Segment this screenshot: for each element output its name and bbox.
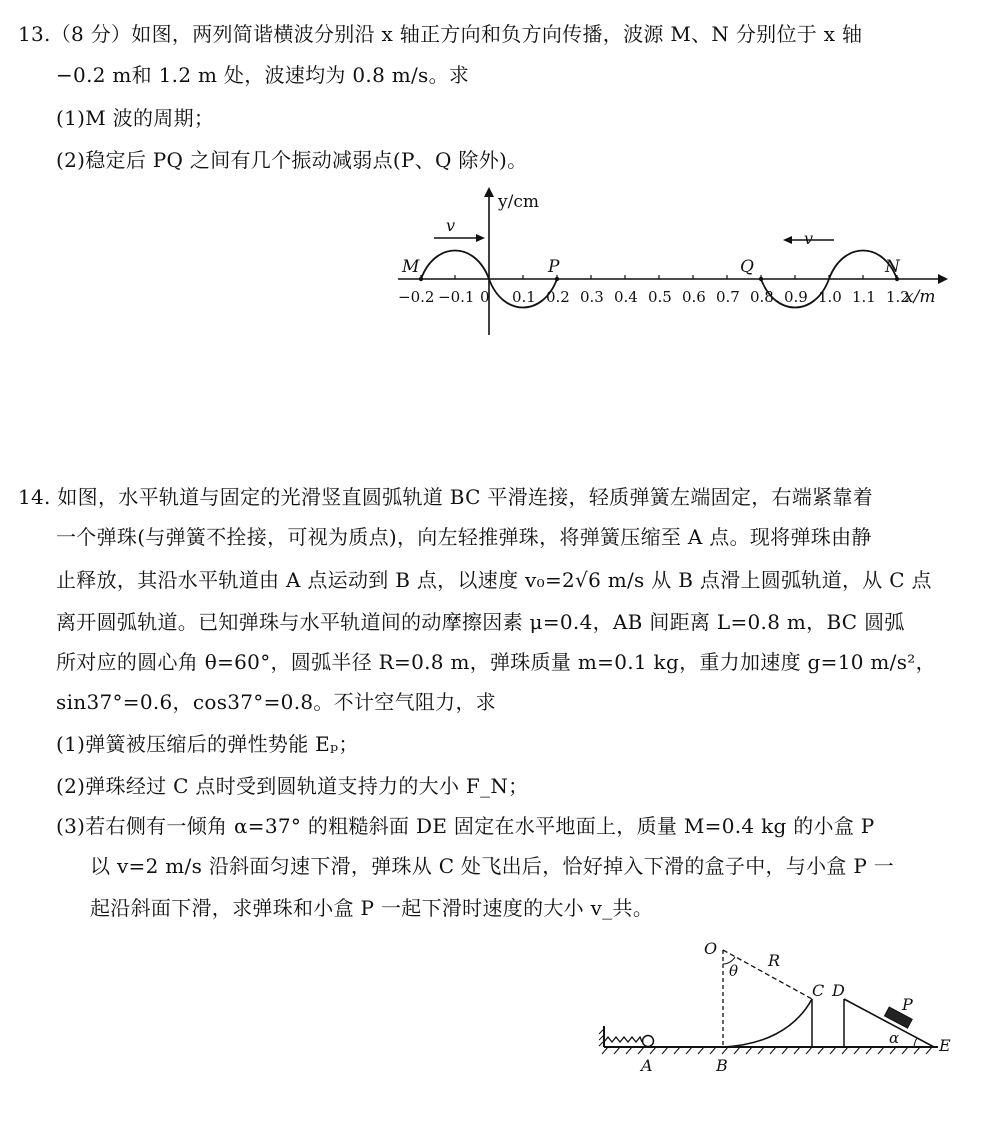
label-p: P (902, 995, 913, 1014)
velocity-left-label: v (446, 216, 456, 235)
tick-label: 1.2 (886, 288, 910, 306)
tick-label: 0.7 (716, 288, 740, 306)
point-q-dot (759, 277, 763, 281)
tick-label: 0.1 (512, 288, 536, 306)
arc-bc (723, 999, 812, 1047)
q13-line-2: −0.2 m和 1.2 m 处，波速均为 0.8 m/s。求 (56, 63, 470, 87)
tick-label: −0.2 (398, 288, 435, 306)
q14-line-2: 一个弹珠(与弹簧不拴接，可视为质点)，向左轻推弹珠，将弹簧压缩至 A 点。现将弹珠由静 (56, 525, 872, 549)
tick-label: 0.3 (580, 288, 604, 306)
label-d: D (832, 981, 845, 1000)
x-axis-arrow-icon (938, 274, 948, 284)
q13-sub-1: (1)M 波的周期； (56, 106, 215, 130)
q14-sub-3-line-2: 以 v=2 m/s 沿斜面匀速下滑，弹珠从 C 处飞出后，恰好掉入下滑的盒子中，与小盒 P 一 (90, 854, 895, 878)
q14-sub-3: (3)若右侧有一倾角 α=37° 的粗糙斜面 DE 固定在水平地面上，质量 M=0.4 kg 的小盒 P (56, 814, 875, 838)
velocity-right-label: v (804, 229, 814, 248)
q13-line-1: 13.（8 分）如图，两列简谐横波分别沿 x 轴正方向和负方向传播，波源 M、N 分别位于 x 轴 (18, 22, 863, 46)
q14-sub-3-line-3: 起沿斜面下滑，求弹珠和小盒 P 一起下滑时速度的大小 v_共。 (90, 896, 654, 920)
point-m-dot (419, 277, 423, 281)
q14-line-1: 14. 如图，水平轨道与固定的光滑竖直圆弧轨道 BC 平滑连接，轻质弹簧左端固定，右端紧靠着 (18, 485, 874, 509)
label-c: C (812, 981, 825, 1000)
y-axis-label: y/cm (498, 192, 539, 212)
arrow-right-icon (476, 234, 485, 242)
label-alpha: α (889, 1029, 900, 1047)
q14-sub-2: (2)弹珠经过 C 点时受到圆轨道支持力的大小 F_N； (56, 774, 529, 798)
label-r: R (768, 951, 781, 970)
tick-label: 0.2 (546, 288, 570, 306)
tick-label: −0.1 (438, 288, 475, 306)
q13-sub-2: (2)稳定后 PQ 之间有几个振动减弱点(P、Q 除外)。 (56, 148, 528, 172)
tick-label: 0.8 (750, 288, 774, 306)
point-p-dot (555, 277, 559, 281)
point-n-dot (895, 277, 899, 281)
point-n-label: N (885, 257, 900, 277)
point-p-label: P (548, 257, 560, 277)
ball (643, 1036, 654, 1047)
label-a: A (641, 1056, 653, 1075)
label-theta: θ (729, 962, 739, 980)
q14-track-figure (598, 930, 968, 1080)
tick-label: 1.1 (852, 288, 876, 306)
x-axis-label: x/m (904, 287, 936, 307)
q13-wave-figure (390, 185, 950, 345)
point-m-label: M (402, 257, 420, 277)
q14-sub-1: (1)弹簧被压缩后的弹性势能 Eₚ； (56, 732, 359, 756)
y-axis-arrow-icon (484, 187, 494, 197)
label-o: O (704, 939, 718, 958)
label-b: B (716, 1056, 728, 1075)
q14-line-4: 离开圆弧轨道。已知弹珠与水平轨道间的动摩擦因素 μ=0.4，AB 间距离 L=0.8 m，BC 圆弧 (56, 610, 905, 634)
alpha-arc (914, 1038, 917, 1047)
q14-line-3: 止释放，其沿水平轨道由 A 点运动到 B 点，以速度 v₀=2√6 m/s 从 B 点滑上圆弧轨道，从 C 点 (56, 568, 932, 592)
point-q-label: Q (740, 257, 754, 277)
tick-label: 0.9 (784, 288, 808, 306)
tick-label: 0.4 (614, 288, 638, 306)
tick-label: 0.6 (682, 288, 706, 306)
tick-label: 0.5 (648, 288, 672, 306)
q14-line-6: sin37°=0.6，cos37°=0.8。不计空气阻力，求 (56, 690, 497, 714)
spring-icon (604, 1037, 642, 1042)
q14-line-5: 所对应的圆心角 θ=60°，圆弧半径 R=0.8 m，弹珠质量 m=0.1 kg，重力加速度 g=10 m/s²， (56, 650, 936, 674)
arrow-left-icon (783, 236, 792, 244)
label-e: E (939, 1036, 951, 1055)
tick-label: 1.0 (818, 288, 842, 306)
origin-label: 0 (480, 288, 490, 306)
